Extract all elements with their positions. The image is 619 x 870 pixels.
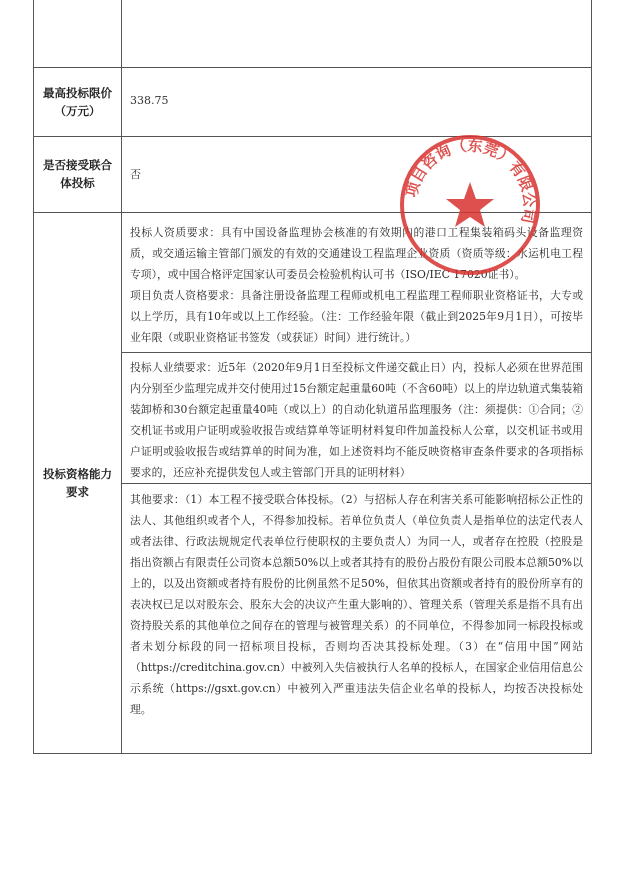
project-leader-requirement-text: 项目负责人资格要求：具备注册设备监理工程师或机电工程监理工程师职业资格证书，大专或以上学历，具有10年或以上工作经验。（注：工作经验年限（截止到2025年9月1日），可按毕业年限（或职业资格证书签发（或获证）时间）进行统计。） [130,289,583,344]
qualification-label-text: 投标资格能力要求 [43,466,112,499]
consortium-label-text: 是否接受联合体投标 [43,158,112,190]
max-price-label [34,67,121,136]
max-price-value: 338.75 [130,94,169,107]
seal-star-icon [446,182,494,227]
consortium-label [34,136,121,212]
cell-divider [121,483,591,484]
other-requirements-text: 其他要求：（1）本工程不接受联合体投标。（2）与招标人存在利害关系可能影响招标公正性的法人、其他组织或者个人，不得参加投标。若单位负责人（单位负责人是指单位的法定代表人或者法律、行政法规规定代表单位行使职权的主要负责人）为同一人，或者存在控股（控股是指出资额占有限责任公司资本总额50%以上或者其持有的股份占股份有限公司股本总额50%以上的，以及出资额或者持有股份的比例虽然不足50%，但依其出资额或者持有的股份所享有的表决权已足以对股东会、股东大会的决议产生重大影响的）、管理关系（管理关系是指不具有出资持股关系的其他单位之间存在的管理与被管理关系）的不同单位，不得参加同一标段投标或者未划分标段的同一招标项目投标，否则均否决其投标处理。（3）在“信用中国”网站（https://creditchina.gov.cn）中被列入失信被执行人名单的投标人，在国家企业信用信息公示系统（https://gsxt.gov.cn）中被列入严重违法失信企业名单的投标人，均按否决投标处理。 [130,493,583,716]
seal-text: 项目咨询（东莞）有限公司 [402,136,539,226]
column-divider [121,0,122,754]
qualification-cell-2 [130,357,583,483]
bidder-qualification-text: 投标人资质要求：具有中国设备监理协会核准的有效期内的港口工程集装箱码头设备监理资质，或交通运输主管部门颁发的有效的交通建设工程监理企业资质（资质等级：水运机电工程专项），或中国合格评定国家认可委员会检验机构认可书（ISO/IEC 17020证书）。 [130,226,583,281]
qualification-cell-3 [130,489,583,720]
consortium-value: 否 [130,168,141,181]
row-divider [34,753,591,754]
requirements-table [33,0,592,754]
company-seal-stamp [395,130,545,280]
performance-requirement-text: 投标人业绩要求：近5年（2020年9月1日至投标文件递交截止日）内，投标人必须在世界范围内分别至少监理完成并交付使用过15台额定起重量60吨（不含60吨）以上的岸边轨道式集装箱装卸桥和30台额定起重量40吨（或以上）的自动化轨道吊监理服务（注：须提供：①合同；②交机证书或用户证明或验收报告或结算单等证明材料复印件加盖投标人公章，以交机证书或用户证明或验收报告或结算单的时间为准，如上述资料均不能反映资格审查条件要求的各项指标要求的，还应补充提供发包人或主管部门开具的证明材料） [130,361,583,479]
cell-divider [121,352,591,353]
max-price-label-text: 最高投标限价（万元） [43,85,112,118]
qualification-label [34,212,121,753]
